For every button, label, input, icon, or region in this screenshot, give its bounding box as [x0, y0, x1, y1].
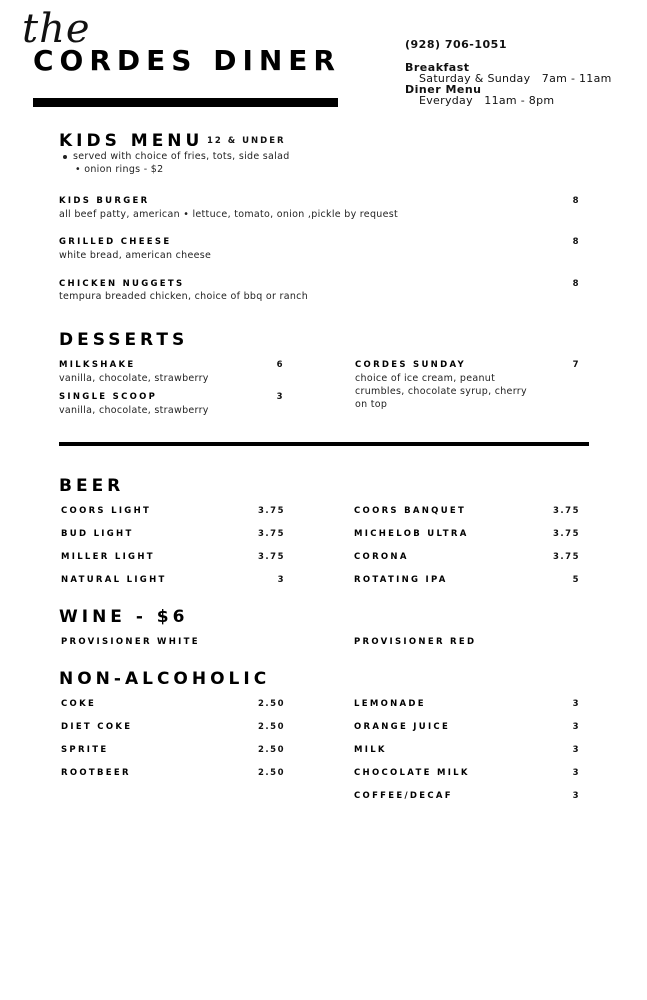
menu-item-desc: on top: [355, 399, 388, 410]
wine-title: WINE - $6: [59, 607, 189, 627]
drink-name: MILK: [354, 745, 387, 755]
drink-name: DIET COKE: [61, 722, 133, 732]
menu-item-name: MILKSHAKE: [59, 360, 136, 370]
menu-item-price: 8: [572, 237, 580, 247]
drink-price: 2.50: [258, 699, 285, 709]
menu-item-name: CORDES SUNDAY: [355, 360, 466, 370]
menu-item-desc: tempura breaded chicken, choice of bbq or ranch: [59, 291, 309, 302]
kids-note-onion-rings: • onion rings - $2: [75, 164, 164, 175]
drink-name: NATURAL LIGHT: [61, 575, 167, 585]
drink-price: 3: [572, 791, 580, 801]
kids-menu-subtitle: 12 & UNDER: [207, 136, 286, 146]
beer-title: BEER: [59, 476, 125, 496]
header-underline-bar: [33, 98, 338, 107]
menu-item-desc: choice of ice cream, peanut: [355, 373, 496, 384]
drink-price: 3.75: [553, 552, 580, 562]
drink-name: COORS LIGHT: [61, 506, 152, 516]
menu-item-name: KIDS BURGER: [59, 196, 150, 206]
menu-item-price: 8: [572, 279, 580, 289]
drink-price: 3: [572, 768, 580, 778]
drink-name: MILLER LIGHT: [61, 552, 155, 562]
drink-name: CORONA: [354, 552, 409, 562]
drink-price: 5: [572, 575, 580, 585]
kids-note-sides: served with choice of fries, tots, side salad: [63, 151, 290, 162]
drink-name: ROTATING IPA: [354, 575, 448, 585]
restaurant-name: CORDES DINER: [33, 44, 341, 77]
drink-price: 2.50: [258, 745, 285, 755]
drink-price: 3.75: [553, 529, 580, 539]
menu-item-name: CHICKEN NUGGETS: [59, 279, 185, 289]
bullet-icon: [63, 155, 67, 159]
drink-name: ROOTBEER: [61, 768, 131, 778]
drink-price: 3: [277, 575, 285, 585]
drink-price: 3.75: [553, 506, 580, 516]
drink-name: BUD LIGHT: [61, 529, 134, 539]
phone-number: (928) 706-1051: [405, 38, 507, 51]
drink-name: ORANGE JUICE: [354, 722, 451, 732]
menu-item-name: GRILLED CHEESE: [59, 237, 172, 247]
non-alcoholic-title: NON-ALCOHOLIC: [59, 669, 271, 689]
drink-price: 3: [572, 699, 580, 709]
desserts-title: DESSERTS: [59, 330, 189, 350]
drink-name: COORS BANQUET: [354, 506, 467, 516]
menu-item-name: SINGLE SCOOP: [59, 392, 158, 402]
kids-menu-title: KIDS MENU: [59, 131, 204, 151]
diner-menu-hours: Everyday 11am - 8pm: [419, 94, 555, 107]
menu-item-price: 6: [276, 360, 284, 370]
menu-item-desc: white bread, american cheese: [59, 250, 212, 261]
drink-name: SPRITE: [61, 745, 109, 755]
drink-name: PROVISIONER WHITE: [61, 637, 200, 647]
drink-name: PROVISIONER RED: [354, 637, 477, 647]
section-divider: [59, 442, 589, 446]
drink-price: 2.50: [258, 768, 285, 778]
drink-price: 3: [572, 745, 580, 755]
menu-item-desc: vanilla, chocolate, strawberry: [59, 373, 209, 384]
menu-item-desc: crumbles, chocolate syrup, cherry: [355, 386, 527, 397]
script-the: the: [22, 6, 91, 52]
drink-name: COFFEE/DECAF: [354, 791, 453, 801]
menu-item-price: 3: [276, 392, 284, 402]
drink-name: LEMONADE: [354, 699, 426, 709]
diner-menu-label: Diner Menu: [405, 83, 482, 96]
drink-price: 3.75: [258, 529, 285, 539]
drink-price: 3.75: [258, 552, 285, 562]
drink-price: 3: [572, 722, 580, 732]
menu-item-desc: vanilla, chocolate, strawberry: [59, 405, 209, 416]
drink-name: MICHELOB ULTRA: [354, 529, 469, 539]
breakfast-label: Breakfast: [405, 61, 470, 74]
menu-item-price: 8: [572, 196, 580, 206]
menu-item-price: 7: [572, 360, 580, 370]
drink-price: 3.75: [258, 506, 285, 516]
drink-name: COKE: [61, 699, 97, 709]
breakfast-hours: Saturday & Sunday 7am - 11am: [419, 72, 612, 85]
menu-item-desc: all beef patty, american • lettuce, tomato, onion ,pickle by request: [59, 209, 399, 220]
drink-price: 2.50: [258, 722, 285, 732]
drink-name: CHOCOLATE MILK: [354, 768, 470, 778]
